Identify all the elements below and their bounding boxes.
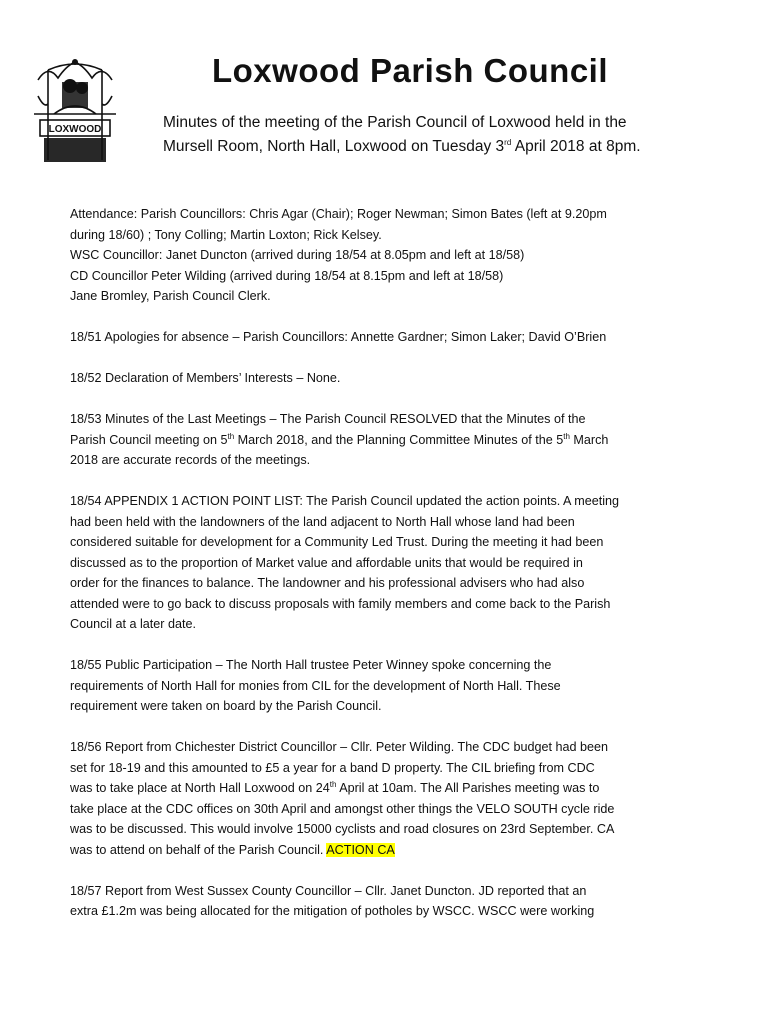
text-run: was to attend on behalf of the Parish Council. (70, 842, 327, 857)
text-run: April at 10am. The All Parishes meeting was to (336, 781, 600, 795)
text-run: March (569, 432, 609, 447)
item-action-points-line: had been held with the landowners of the land adjacent to North Hall whose land had been (70, 514, 575, 529)
logo-text: LOXWOOD (48, 124, 102, 135)
item-county-report-line: extra £1.2m was being allocated for the mitigation of potholes by WSCC. WSCC were working (70, 904, 595, 918)
minutes-body (70, 204, 690, 922)
item-district-report-line: was to be discussed. This would involve 15000 cyclists and road closures on 23rd September. CA (70, 822, 615, 836)
subtitle-line: Minutes of the meeting of the Parish Council of Loxwood held in the (163, 114, 627, 131)
item-minutes-line: 2018 are accurate records of the meetings. (70, 453, 311, 467)
item-action-points-line: attended were to go back to discuss proposals with family members and come back to the Parish (70, 596, 611, 611)
item-action-points-line: 18/54 APPENDIX 1 ACTION POINT LIST: The Parish Council updated the action points. A meeting (70, 494, 620, 508)
item-district-report-line (70, 778, 690, 799)
attendance-line: during 18/60) ; Tony Colling; Martin Loxton; Rick Kelsey. (70, 227, 382, 242)
item-action-points-line: considered suitable for development for a Community Led Trust. During the meeting it had been (70, 535, 604, 549)
ordinal-suffix: th (329, 779, 337, 789)
item-action-points-line: Council at a later date. (70, 617, 197, 631)
item-minutes-line (70, 430, 690, 451)
subtitle-text: April 2018 at 8pm. (511, 138, 641, 155)
item-district-report-line: set for 18-19 and this amounted to £5 a year for a band D property. The CIL briefing from CDC (70, 760, 595, 775)
item-declarations: 18/52 Declaration of Members’ Interests – None. (70, 371, 341, 385)
item-action-points-line: order for the finances to balance. The landowner and his professional advisers who had also (70, 576, 585, 590)
attendance-line: CD Councillor Peter Wilding (arrived during 18/54 at 8.15pm and left at 18/58) (70, 268, 504, 283)
attendance-line: Jane Bromley, Parish Council Clerk. (70, 289, 271, 303)
item-public-participation-line: 18/55 Public Participation – The North Hall trustee Peter Winney spoke concerning the (70, 658, 552, 672)
ordinal-suffix: rd (504, 137, 512, 147)
item-minutes-line: 18/53 Minutes of the Last Meetings – The Parish Council RESOLVED that the Minutes of the (70, 412, 586, 426)
text-run: Parish Council meeting on 5 (70, 432, 228, 447)
ordinal-suffix: th (563, 431, 570, 441)
item-public-participation-line: requirement were taken on board by the Parish Council. (70, 699, 382, 713)
subtitle-text: Mursell Room, North Hall, Loxwood on Tuesday 3 (163, 138, 505, 155)
attendance-line: Attendance: Parish Councillors: Chris Agar (Chair); Roger Newman; Simon Bates (left at 9.20pm (70, 207, 607, 221)
action-highlight: ACTION CA (326, 842, 395, 857)
meeting-subtitle (163, 111, 723, 159)
item-public-participation-line: requirements of North Hall for monies from CIL for the development of North Hall. These (70, 678, 561, 693)
item-action-points-line: discussed as to the proportion of Market value and affordable units that would be required in (70, 555, 583, 570)
text-run: March 2018, and the Planning Committee Minutes of the 5 (234, 432, 564, 447)
item-district-report-line (70, 840, 690, 861)
item-district-report-line: take place at the CDC offices on 30th April and amongst other things the VELO SOUTH cycle ride (70, 801, 615, 816)
page-title: Loxwood Parish Council (211, 52, 609, 89)
item-district-report-line: 18/56 Report from Chichester District Councillor – Cllr. Peter Wilding. The CDC budget had been (70, 740, 609, 754)
item-apologies: 18/51 Apologies for absence – Parish Councillors: Annette Gardner; Simon Laker; David O’Brien (70, 330, 607, 344)
attendance-line: WSC Councillor: Janet Duncton (arrived during 18/54 at 8.05pm and left at 18/58) (70, 248, 525, 262)
item-county-report-line: 18/57 Report from West Sussex County Councillor – Cllr. Janet Duncton. JD reported that an (70, 883, 587, 898)
loxwood-village-sign-logo (34, 56, 116, 166)
subtitle-line (163, 135, 723, 159)
text-run: was to take place at North Hall Loxwood on 24 (70, 781, 330, 795)
ordinal-suffix: th (227, 431, 235, 441)
